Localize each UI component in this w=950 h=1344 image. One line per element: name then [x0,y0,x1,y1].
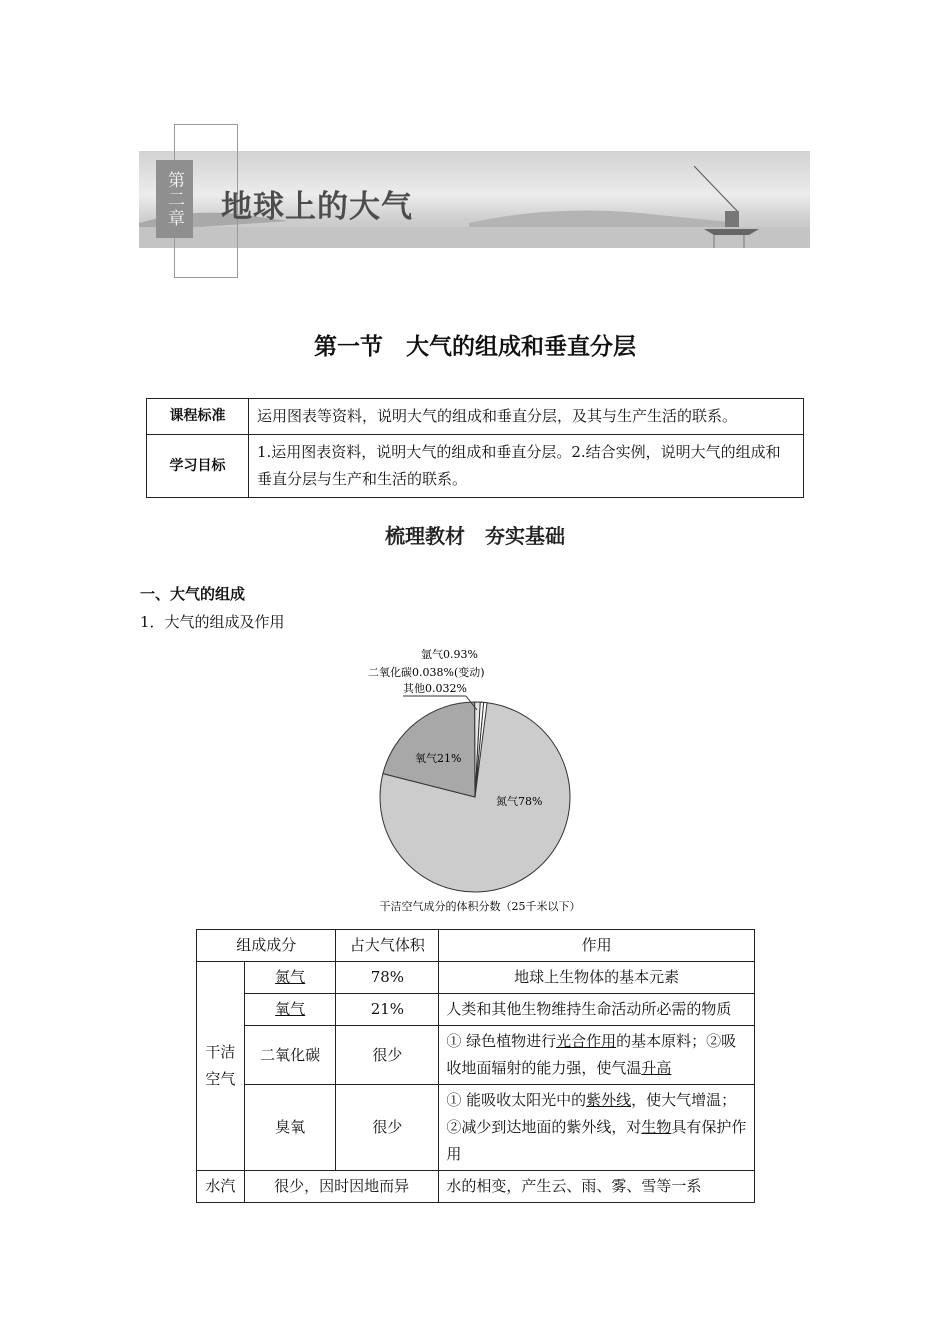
label-argon: 氩气0.93% [421,648,478,661]
objective-header: 学习目标 [147,435,249,498]
component-role [439,1085,755,1171]
table-row [197,994,755,1026]
group-dry-air: 干洁 空气 [197,962,245,1171]
table-row [197,1026,755,1085]
part-banner: 梳理教材 夯实基础 [385,524,565,548]
component-volume: 很少，因时因地而异 [244,1171,438,1203]
role-text: 具有保护作用 [446,1118,747,1163]
subheading-composition: 1．大气的组成及作用 [140,613,285,631]
label-nitrogen: 氮气78% [496,795,543,808]
section-title: 第一节 大气的组成和垂直分层 [314,334,636,360]
header-volume: 占大气体积 [336,930,439,962]
label-co2: 二氧化碳0.038%(变动) [368,666,485,679]
component-name: 臭氧 [244,1085,336,1171]
component-name: 水汽 [197,1171,245,1203]
table-row [147,435,804,498]
component-role [439,1026,755,1085]
header-component: 组成成分 [197,930,336,962]
component-volume: 78% [336,962,439,994]
role-blank: 光合作用 [556,1032,617,1050]
chapter-label-box [156,160,193,238]
chart-title: 干洁空气成分的体积分数（25千米以下） [379,900,581,913]
label-oxygen: 氧气21% [415,752,462,765]
composition-table [196,929,755,1203]
heading-composition: 一、大气的组成 [140,585,246,603]
header-role: 作用 [439,930,755,962]
component-role: 地球上生物体的基本元素 [439,962,755,994]
table-row [197,1171,755,1203]
component-name: 氧气 [244,994,336,1026]
role-text: ，使大气增温；②减少到达地面的紫外线，对 [446,1091,737,1136]
role-blank: 紫外线 [586,1091,632,1109]
label-other: 其他0.032% [403,682,467,695]
chapter-title: 地球上的大气 [221,189,413,225]
role-text: ① 绿色植物进行 [446,1032,557,1050]
component-name: 氮气 [244,962,336,994]
standard-header: 课程标准 [147,399,249,435]
table-row [197,1085,755,1171]
table-row [197,962,755,994]
standard-text: 运用图表等资料，说明大气的组成和垂直分层，及其与生产生活的联系。 [249,399,804,435]
role-text: 的基本原料；②吸收地面辐射的能力强，使气温 [446,1032,737,1077]
component-volume: 很少 [336,1026,439,1085]
standards-table [146,398,804,498]
role-text: ① 能吸收太阳光中的 [446,1091,587,1109]
composition-pie-chart [355,640,605,920]
table-row [147,399,804,435]
role-blank: 升高 [641,1059,672,1077]
component-role: 人类和其他生物维持生命活动所必需的物质 [439,994,755,1026]
component-volume: 很少 [336,1085,439,1171]
component-name: 二氧化碳 [244,1026,336,1085]
table-header-row [197,930,755,962]
component-role: 水的相变，产生云、雨、雾、雪等一系 [439,1171,755,1203]
objective-text: 1.运用图表资料，说明大气的组成和垂直分层。2.结合实例，说明大气的组成和垂直分层与生产和生活的联系。 [249,435,804,498]
role-blank: 生物 [641,1118,672,1136]
chapter-label: 第二章 [164,170,184,228]
component-volume: 21% [336,994,439,1026]
